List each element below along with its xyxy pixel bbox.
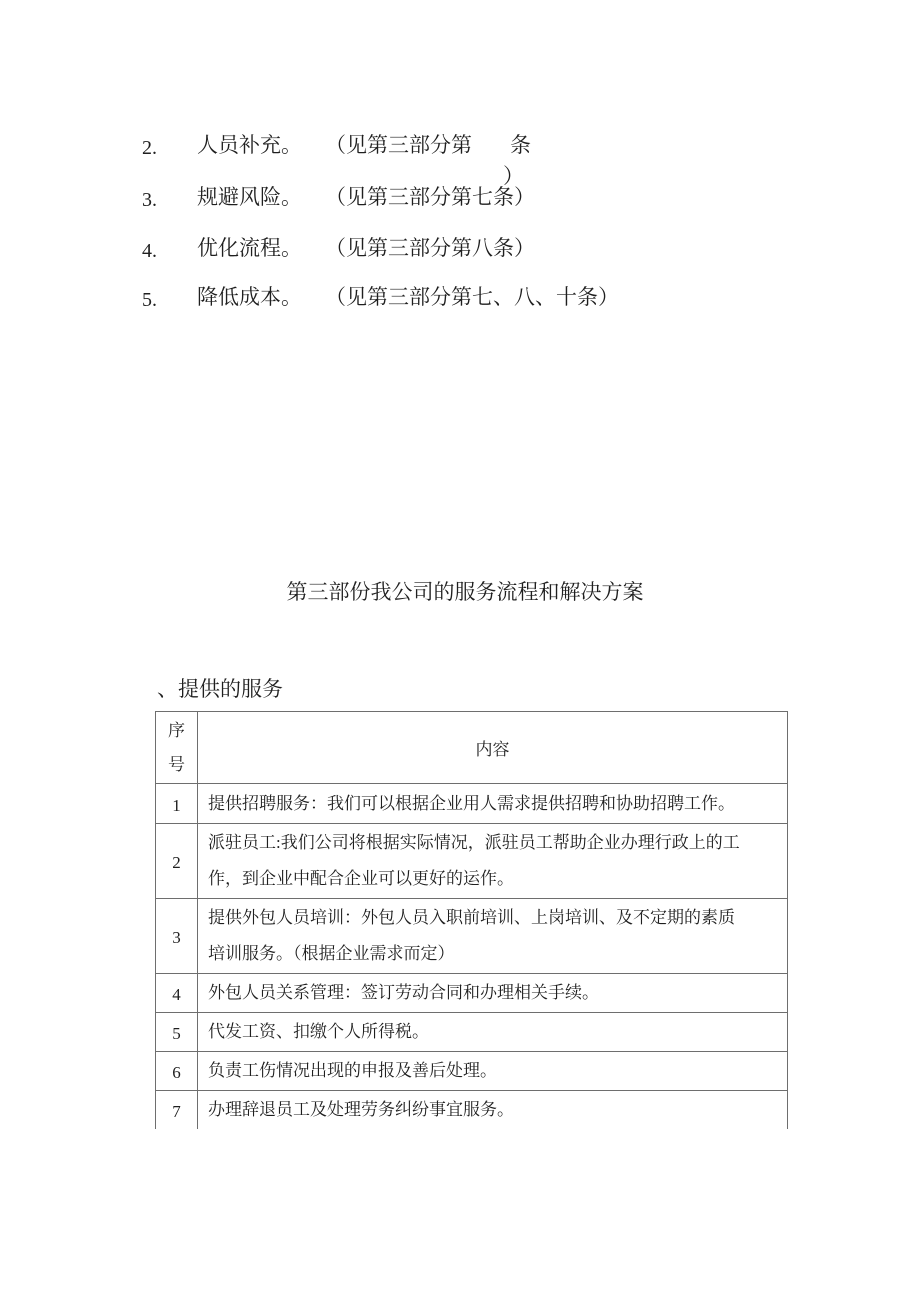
header-no-line1: 序: [168, 720, 185, 740]
reference-close-paren: ）: [503, 164, 524, 188]
row-content: [198, 784, 788, 824]
content-line: 负责工伤情况出现的申报及善后处理。: [208, 1061, 497, 1080]
table-row: [156, 899, 788, 974]
content-line: 作，到企业中配合企业可以更好的运作。: [208, 869, 514, 888]
list-item-reference: （见第三部分第七条）: [325, 185, 535, 209]
list-item-number: 2.: [142, 137, 157, 159]
row-number: 5: [156, 1013, 198, 1052]
table-row: [156, 1091, 788, 1130]
reference-line1: [325, 133, 531, 157]
row-number: 4: [156, 974, 198, 1013]
list-item-label: 优化流程。: [197, 236, 302, 260]
reference-prefix: （见第三部分第: [325, 133, 472, 157]
row-content: [198, 1052, 788, 1091]
services-table: [155, 711, 788, 1129]
content-line: 办理辞退员工及处理劳务纠纷事宜服务。: [208, 1100, 514, 1119]
table-row: [156, 784, 788, 824]
list-item-reference: （见第三部分第八条）: [325, 236, 535, 260]
row-number: 1: [156, 784, 198, 824]
table-row: [156, 974, 788, 1013]
content-line: 代发工资、扣缴个人所得税。: [208, 1022, 429, 1041]
content-line: 外包人员关系管理：签订劳动合同和办理相关手续。: [208, 983, 599, 1002]
reference-tail: 条: [510, 133, 531, 157]
row-content: [198, 1091, 788, 1130]
row-number: 7: [156, 1091, 198, 1130]
list-item-number: 5.: [142, 289, 157, 311]
services-subheading: 、提供的服务: [157, 677, 283, 701]
row-number: 3: [156, 899, 198, 974]
list-item-label: 降低成本。: [197, 285, 302, 309]
list-item-number: 3.: [142, 189, 157, 211]
row-content: [198, 824, 788, 899]
list-item-number: 4.: [142, 240, 157, 262]
table-header-row: [156, 712, 788, 784]
header-no-line2: 号: [168, 754, 185, 774]
list-item-reference: [325, 132, 585, 189]
row-content: [198, 974, 788, 1013]
numbered-list: [140, 132, 840, 332]
row-number: 2: [156, 824, 198, 899]
table-row: [156, 1052, 788, 1091]
table-row: [156, 824, 788, 899]
list-item-label: 人员补充。: [197, 133, 302, 157]
table-header-no: [156, 712, 198, 784]
list-item-label: 规避风险。: [197, 185, 302, 209]
content-line: 派驻员工:我们公司将根据实际情况，派驻员工帮助企业办理行政上的工: [208, 833, 740, 852]
row-content: [198, 899, 788, 974]
table-row: [156, 1013, 788, 1052]
services-table-body: [156, 784, 788, 1130]
table-header: [156, 712, 788, 784]
content-line: 培训服务。（根据企业需求而定）: [208, 944, 455, 963]
content-line: 提供外包人员培训：外包人员入职前培训、上岗培训、及不定期的素质: [208, 908, 735, 927]
row-number: 6: [156, 1052, 198, 1091]
section-heading: 第三部份我公司的服务流程和解决方案: [286, 580, 644, 604]
table-header-content: 内容: [198, 712, 788, 784]
content-line: 提供招聘服务：我们可以根据企业用人需求提供招聘和协助招聘工作。: [208, 793, 735, 813]
list-item-reference: （见第三部分第七、八、十条）: [325, 285, 619, 309]
row-content: [198, 1013, 788, 1052]
